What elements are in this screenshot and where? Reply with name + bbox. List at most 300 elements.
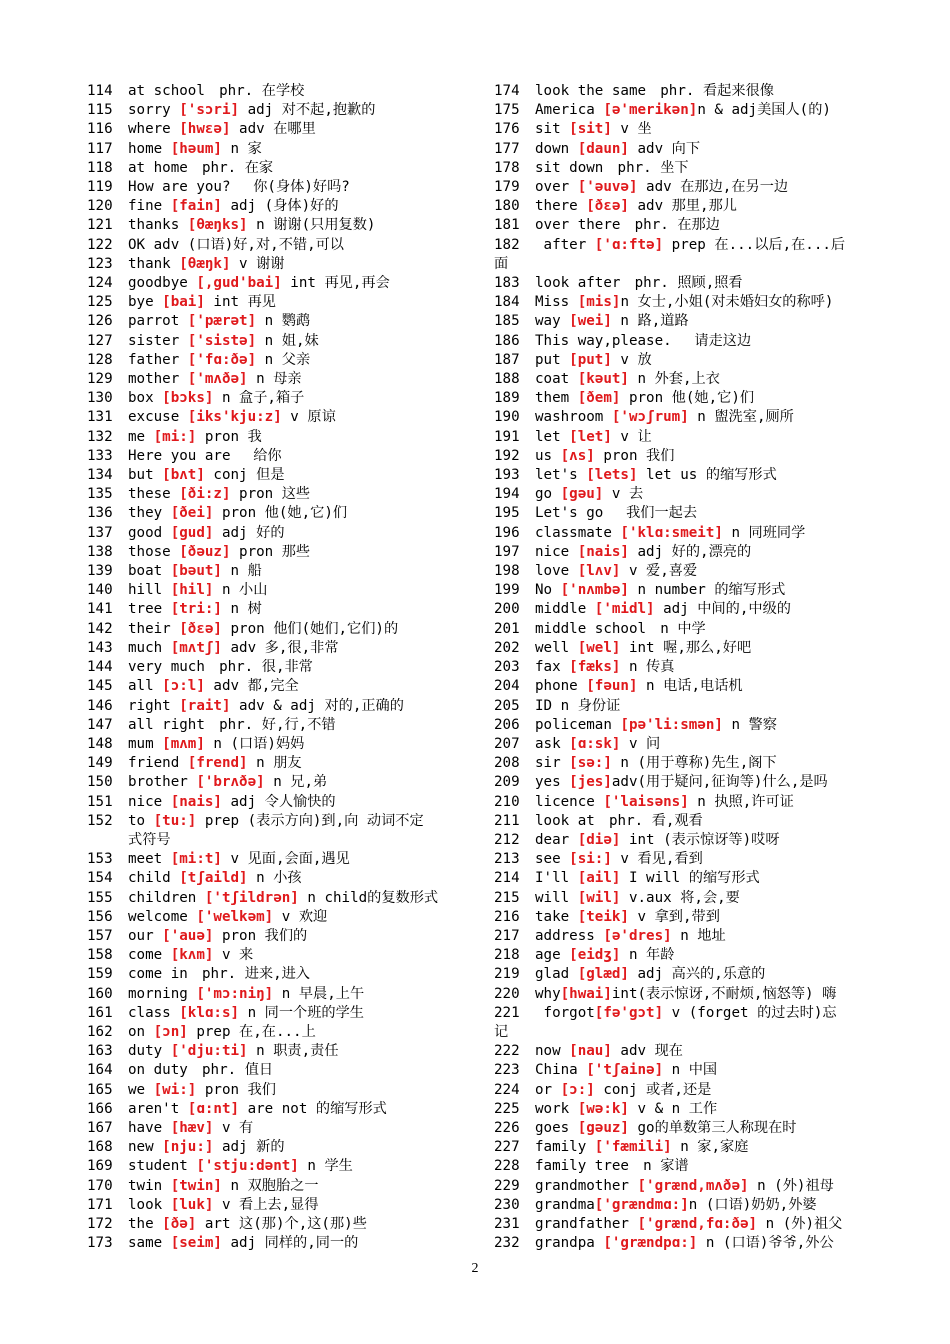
- entry-phonetic: ['sistə]: [187, 332, 257, 349]
- entry-number: 123: [87, 255, 113, 272]
- entry-definition: n 家,家庭: [671, 1139, 749, 1156]
- entry-definition: v 欢迎: [273, 908, 328, 925]
- entry-word: much: [128, 639, 171, 656]
- entry-phonetic: ['fæmili]: [594, 1139, 672, 1156]
- entry-phonetic: [wei]: [569, 313, 612, 330]
- entry-phonetic: ['tʃainə]: [586, 1062, 664, 1079]
- vocab-entry: [87, 697, 467, 716]
- entry-word: to: [128, 812, 154, 829]
- entry-phonetic: ['tʃildrən]: [204, 889, 299, 906]
- vocab-entry: [87, 236, 467, 255]
- entry-phonetic: [fæks]: [569, 659, 621, 676]
- entry-phonetic: [bɔks]: [162, 390, 214, 407]
- entry-word: 式符号: [128, 831, 171, 848]
- vocab-entry: [87, 1100, 467, 1119]
- entry-phonetic: [mʌtʃ]: [170, 639, 222, 656]
- entry-number: 118: [87, 159, 113, 176]
- entry-phonetic: ['dju:ti]: [170, 1043, 248, 1060]
- entry-word: age: [535, 947, 570, 964]
- entry-definition: prep (表示方向)到,向 动词不定: [196, 812, 424, 829]
- entry-number: 165: [87, 1081, 113, 1098]
- entry-word: brother: [128, 774, 197, 791]
- entry-number: 167: [87, 1119, 113, 1136]
- entry-definition: n 同班同学: [722, 524, 806, 541]
- entry-definition: int(表示惊讶,不耐烦,恼怒等) 嗨: [611, 985, 837, 1002]
- vocab-entry: [87, 620, 467, 639]
- entry-number: 121: [87, 217, 113, 234]
- entry-number: 142: [87, 620, 113, 637]
- entry-number: 137: [87, 524, 113, 541]
- vocab-entry: [494, 1215, 874, 1234]
- entry-number: 204: [494, 678, 520, 695]
- entry-number: 152: [87, 812, 113, 829]
- entry-number: 213: [494, 851, 520, 868]
- vocab-entry: [494, 236, 874, 255]
- entry-word: there: [535, 198, 587, 215]
- entry-number: 130: [87, 390, 113, 407]
- vocab-entry: [494, 639, 874, 658]
- vocab-entry: [494, 754, 874, 773]
- entry-number: 219: [494, 966, 520, 983]
- entry-word: father: [128, 351, 188, 368]
- entry-word: home: [128, 140, 171, 157]
- vocab-entry: [494, 370, 874, 389]
- entry-word: class: [128, 1004, 180, 1021]
- entry-word: look the same: [535, 83, 647, 99]
- entry-number: 207: [494, 735, 520, 752]
- entry-word: Miss: [535, 294, 578, 311]
- entry-phonetic: [jes]: [569, 774, 612, 791]
- entry-number: 205: [494, 697, 520, 714]
- entry-word: bye: [128, 294, 163, 311]
- entry-number: 193: [494, 467, 520, 484]
- vocab-entry: [494, 293, 874, 312]
- entry-phonetic: [frend]: [187, 755, 248, 772]
- entry-word: family tree: [535, 1158, 629, 1175]
- entry-number: 169: [87, 1158, 113, 1175]
- entry-word: their: [128, 620, 180, 637]
- entry-word: those: [128, 543, 180, 560]
- vocab-entry: [87, 524, 467, 543]
- entry-word: dear: [535, 831, 578, 848]
- entry-phonetic: ['auə]: [162, 927, 214, 944]
- entry-phonetic: [let]: [569, 428, 612, 445]
- entry-phonetic: [nau]: [569, 1043, 612, 1060]
- entry-phonetic: ['welkəm]: [196, 908, 274, 925]
- entry-word: ID n 身份证: [535, 697, 621, 714]
- entry-word: Here you are: [128, 447, 231, 464]
- entry-phonetic: [lets]: [586, 467, 638, 484]
- entry-number: 162: [87, 1023, 113, 1040]
- entry-definition: n (口语)奶奶,外婆: [688, 1196, 817, 1213]
- vocab-entry: [87, 716, 467, 735]
- vocab-entry: [87, 140, 467, 159]
- entry-word: classmate: [535, 524, 621, 541]
- entry-number: 179: [494, 179, 520, 196]
- entry-number: 119: [87, 179, 113, 196]
- entry-definition: n 执照,许可证: [688, 793, 794, 810]
- vocab-entry: [87, 351, 467, 370]
- entry-definition: n 盒子,箱子: [213, 390, 305, 407]
- entry-word: let's: [535, 467, 587, 484]
- entry-phonetic: [bʌt]: [162, 467, 205, 484]
- vocab-entry: [494, 1100, 874, 1119]
- entry-definition: n 朋友: [247, 755, 302, 772]
- vocab-entry: [494, 850, 874, 869]
- entry-phonetic: ['ɑ:ftə]: [594, 236, 664, 253]
- entry-definition: v.aux 将,会,要: [620, 889, 740, 906]
- entry-definition: adj 新的: [213, 1139, 285, 1156]
- vocab-entry: [494, 773, 874, 792]
- entry-word: middle school: [535, 620, 647, 637]
- entry-definition: 我们一起去: [603, 505, 698, 522]
- entry-continuation: [494, 1023, 874, 1042]
- entry-number: 190: [494, 409, 520, 426]
- entry-definition: n 母亲: [247, 371, 302, 388]
- entry-number: 135: [87, 486, 113, 503]
- entry-phonetic: [nais]: [170, 793, 222, 810]
- vocab-entry: [87, 850, 467, 869]
- entry-phonetic: ['brʌðə]: [196, 774, 265, 791]
- entry-number: 214: [494, 870, 520, 887]
- entry-number: 210: [494, 793, 520, 810]
- entry-definition: are not 的缩写形式: [239, 1100, 387, 1117]
- entry-definition: n 小山: [213, 582, 268, 599]
- entry-phonetic: [ðɛə]: [586, 198, 629, 215]
- entry-definition: I will 的缩写形式: [620, 870, 760, 887]
- entry-phonetic: [mi:]: [153, 428, 197, 445]
- entry-definition: v 看见,看到: [611, 851, 703, 868]
- entry-definition: v 谢谢: [230, 255, 285, 272]
- entry-word: nice: [128, 793, 171, 810]
- entry-word: on: [128, 1023, 154, 1040]
- entry-number: 218: [494, 947, 520, 964]
- entry-number: 170: [87, 1177, 113, 1194]
- entry-definition: phr. 在家: [187, 159, 274, 176]
- entry-number: 188: [494, 371, 520, 388]
- entry-phonetic: [hwai]: [560, 985, 612, 1002]
- entry-definition: n 地址: [671, 927, 726, 944]
- entry-number: 176: [494, 121, 520, 138]
- entry-word: the: [128, 1215, 163, 1232]
- entry-number: 127: [87, 332, 113, 349]
- entry-word: well: [535, 639, 578, 656]
- entry-definition: pron 他(她,它)们: [620, 390, 755, 407]
- entry-word: at school: [128, 83, 205, 99]
- vocab-entry: [494, 600, 874, 619]
- vocab-entry: [494, 159, 874, 178]
- entry-number: 150: [87, 774, 113, 791]
- entry-definition: adv 在那边,在另一边: [637, 179, 789, 196]
- entry-number: 143: [87, 639, 113, 656]
- entry-definition: n 父亲: [256, 351, 311, 368]
- vocab-entry: [87, 274, 467, 293]
- vocab-entry: [87, 927, 467, 946]
- entry-number: 178: [494, 159, 520, 176]
- entry-number: 161: [87, 1004, 113, 1021]
- entry-number: 201: [494, 620, 520, 637]
- entry-phonetic: ['grændmɑ:]: [594, 1196, 689, 1213]
- entry-phonetic: [ðem]: [577, 390, 621, 407]
- entry-definition: n (口语)妈妈: [204, 735, 305, 752]
- entry-number: 159: [87, 966, 113, 983]
- entry-phonetic: [tʃaild]: [179, 870, 248, 887]
- entry-number: 173: [87, 1235, 113, 1252]
- vocab-entry: [87, 389, 467, 408]
- entry-number: 230: [494, 1196, 520, 1213]
- entry-continuation: [494, 255, 874, 274]
- entry-word: grandmother: [535, 1177, 638, 1194]
- entry-definition: n 家: [221, 140, 262, 157]
- entry-number: 166: [87, 1100, 113, 1117]
- entry-definition: n 同一个班的学生: [239, 1004, 364, 1021]
- vocab-entry: [87, 639, 467, 658]
- entry-number: 228: [494, 1158, 520, 1175]
- entry-phonetic: [ɑ:sk]: [569, 735, 621, 752]
- entry-definition: 给你: [230, 447, 282, 464]
- vocab-entry: [87, 946, 467, 965]
- entry-definition: n (外)祖父: [757, 1215, 843, 1232]
- entry-phonetic: [ə'merikən]: [603, 102, 698, 119]
- vocab-entry: [494, 946, 874, 965]
- entry-definition: v 见面,会面,遇见: [221, 851, 350, 868]
- entry-number: 116: [87, 121, 113, 138]
- entry-word: thank: [128, 255, 180, 272]
- vocab-entry: [87, 908, 467, 927]
- entry-word: policeman: [535, 716, 621, 733]
- entry-word: licence: [535, 793, 604, 810]
- vocab-entry: [87, 812, 467, 831]
- vocab-entry: [494, 793, 874, 812]
- entry-phonetic: [kəut]: [577, 371, 629, 388]
- vocab-entry: [494, 677, 874, 696]
- entry-word: fine: [128, 198, 171, 215]
- entry-phonetic: [gəu]: [560, 486, 604, 503]
- vocab-entry: [87, 293, 467, 312]
- entry-definition: phr. 看,观看: [594, 812, 703, 829]
- entry-number: 185: [494, 313, 520, 330]
- entry-word: How are you?: [128, 179, 231, 196]
- entry-phonetic: [twin]: [170, 1177, 222, 1194]
- entry-word: thanks: [128, 217, 188, 234]
- entry-word: now: [535, 1043, 570, 1060]
- entry-word: children: [128, 889, 205, 906]
- entry-definition: adj 好的,漂亮的: [628, 543, 752, 560]
- entry-number: 131: [87, 409, 113, 426]
- vocab-entry: [87, 773, 467, 792]
- entry-number: 198: [494, 563, 520, 580]
- vocab-entry: [494, 1042, 874, 1061]
- vocab-entry: [87, 1234, 467, 1253]
- vocab-entry: [87, 677, 467, 696]
- entry-phonetic: [iks'kju:z]: [187, 409, 282, 426]
- entry-phonetic: [gud]: [170, 524, 214, 541]
- vocab-entry: [87, 1196, 467, 1215]
- entry-definition: v 爱,喜爱: [620, 563, 698, 580]
- vocab-entry: [494, 524, 874, 543]
- vocab-entry: [494, 140, 874, 159]
- entry-word: tree: [128, 601, 171, 618]
- entry-word: grandfather: [535, 1215, 638, 1232]
- entry-phonetic: [wil]: [577, 889, 621, 906]
- entry-definition: conj 但是: [204, 467, 285, 484]
- entry-phonetic: ['mɔ:niŋ]: [196, 985, 274, 1002]
- vocab-entry: [494, 82, 874, 101]
- entry-number: 197: [494, 543, 520, 560]
- vocab-entry: [87, 581, 467, 600]
- entry-number: 232: [494, 1235, 520, 1252]
- entry-definition: v & n 工作: [628, 1100, 718, 1117]
- entry-definition: n 鹦鹉: [256, 313, 311, 330]
- entry-phonetic: [tri:]: [170, 601, 222, 618]
- vocab-entry: [494, 1061, 874, 1080]
- entry-phonetic: [ɔ:]: [560, 1081, 595, 1098]
- entry-word: No: [535, 582, 561, 599]
- entry-definition: int 再见,再会: [281, 275, 390, 292]
- entry-phonetic: [fəun]: [586, 678, 638, 695]
- entry-definition: adj (身体)好的: [221, 198, 339, 215]
- entry-number: 196: [494, 524, 520, 541]
- entry-definition: phr. 在那边: [620, 217, 720, 234]
- entry-word: all right: [128, 716, 205, 733]
- vocab-entry: [494, 351, 874, 370]
- entry-definition: conj 或者,还是: [594, 1081, 712, 1098]
- entry-number: 156: [87, 908, 113, 925]
- vocab-entry: [87, 1138, 467, 1157]
- entry-phonetic: ['stju:dənt]: [196, 1158, 299, 1175]
- entry-definition: let us 的缩写形式: [637, 467, 777, 484]
- entry-word: come in: [128, 966, 188, 983]
- vocab-entry: [494, 562, 874, 581]
- vocab-entry: [87, 82, 467, 101]
- entry-number: 186: [494, 332, 520, 349]
- entry-word: sister: [128, 332, 188, 349]
- vocab-entry: [494, 812, 874, 831]
- vocab-entry: [494, 312, 874, 331]
- entry-definition: n 姐,妹: [256, 332, 319, 349]
- entry-phonetic: [si:]: [569, 851, 612, 868]
- entry-definition: n 外套,上衣: [628, 371, 720, 388]
- entry-phonetic: [gəuz]: [577, 1119, 629, 1136]
- vocab-entry: [87, 216, 467, 235]
- entry-word: glad: [535, 966, 578, 983]
- entry-definition: n 小孩: [247, 870, 302, 887]
- entry-word: let: [535, 428, 570, 445]
- entry-word: over: [535, 179, 578, 196]
- entry-definition: n 早晨,上午: [273, 985, 365, 1002]
- entry-word: look at: [535, 812, 595, 829]
- entry-definition: adj 令人愉快的: [221, 793, 336, 810]
- entry-definition: pron 他们(她们,它们)的: [221, 620, 399, 637]
- entry-word: sit: [535, 121, 570, 138]
- entry-phonetic: [nju:]: [162, 1139, 214, 1156]
- vocab-entry: [87, 1157, 467, 1176]
- entry-word: on duty: [128, 1062, 188, 1079]
- vocab-entry: [87, 658, 467, 677]
- vocab-entry: [494, 889, 874, 908]
- entry-number: 158: [87, 947, 113, 964]
- entry-phonetic: [,gud'bai]: [196, 275, 282, 292]
- entry-number: 115: [87, 102, 113, 119]
- entry-number: 220: [494, 985, 520, 1002]
- entry-number: 183: [494, 275, 520, 292]
- entry-phonetic: [ðei]: [170, 505, 214, 522]
- entry-phonetic: ['midl]: [594, 601, 655, 618]
- entry-definition: n 兄,弟: [264, 774, 328, 791]
- entry-number: 202: [494, 639, 520, 656]
- entry-phonetic: [ʌs]: [560, 447, 595, 464]
- vocab-entry: [494, 216, 874, 235]
- entry-definition: v (forget 的过去时)忘: [663, 1004, 837, 1021]
- entry-number: 125: [87, 294, 113, 311]
- entry-phonetic: [ðə]: [162, 1215, 197, 1232]
- entry-word: sir: [535, 755, 570, 772]
- entry-word: middle: [535, 601, 595, 618]
- entry-number: 174: [494, 83, 520, 99]
- vocab-entry: [494, 1177, 874, 1196]
- entry-definition: n 谢谢(只用复数): [247, 217, 376, 234]
- vocab-entry: [87, 1177, 467, 1196]
- entry-phonetic: [rait]: [179, 697, 231, 714]
- entry-phonetic: [ði:z]: [179, 486, 231, 503]
- entry-number: 153: [87, 851, 113, 868]
- entry-word: new: [128, 1139, 163, 1156]
- entry-definition: pron 这些: [230, 486, 311, 503]
- entry-phonetic: [ə'dres]: [603, 927, 672, 944]
- entry-phonetic: [put]: [569, 351, 612, 368]
- entry-word: see: [535, 851, 570, 868]
- entry-definition: phr. 很,非常: [204, 659, 313, 676]
- vocab-entry: [494, 485, 874, 504]
- entry-word: go: [535, 486, 561, 503]
- entry-definition: pron 我们的: [213, 927, 308, 944]
- vocab-entry: [494, 716, 874, 735]
- entry-continuation: [87, 831, 467, 850]
- entry-phonetic: [sit]: [569, 121, 612, 138]
- vocab-entry: [494, 965, 874, 984]
- entry-number: 192: [494, 447, 520, 464]
- entry-definition: pron 我: [196, 428, 262, 445]
- entry-number: 136: [87, 505, 113, 522]
- vocab-entry: [87, 543, 467, 562]
- entry-word: washroom: [535, 409, 612, 426]
- entry-definition: v 去: [603, 486, 644, 503]
- entry-word: morning: [128, 985, 197, 1002]
- entry-number: 216: [494, 908, 520, 925]
- entry-number: 224: [494, 1081, 520, 1098]
- entry-number: 175: [494, 102, 520, 119]
- entry-word: take: [535, 908, 578, 925]
- entry-word: but: [128, 467, 163, 484]
- entry-definition: adv 向下: [628, 140, 701, 157]
- entry-definition: pron 他(她,它)们: [213, 505, 348, 522]
- entry-phonetic: [klɑ:s]: [179, 1004, 240, 1021]
- vocab-entry: [87, 255, 467, 274]
- entry-phonetic: [hwɛə]: [179, 121, 231, 138]
- entry-number: 148: [87, 735, 113, 752]
- vocab-entry: [494, 1004, 874, 1023]
- entry-definition: n 船: [221, 563, 262, 580]
- entry-phonetic: [diə]: [577, 831, 621, 848]
- entry-word: or: [535, 1081, 561, 1098]
- entry-number: 225: [494, 1100, 520, 1117]
- entry-definition: int 喔,那么,好吧: [620, 639, 752, 656]
- entry-phonetic: ['laisəns]: [603, 793, 689, 810]
- vocab-entry: [87, 735, 467, 754]
- entry-definition: adj 对不起,抱歉的: [239, 102, 376, 119]
- vocab-entry: [494, 1138, 874, 1157]
- entry-number: 172: [87, 1215, 113, 1232]
